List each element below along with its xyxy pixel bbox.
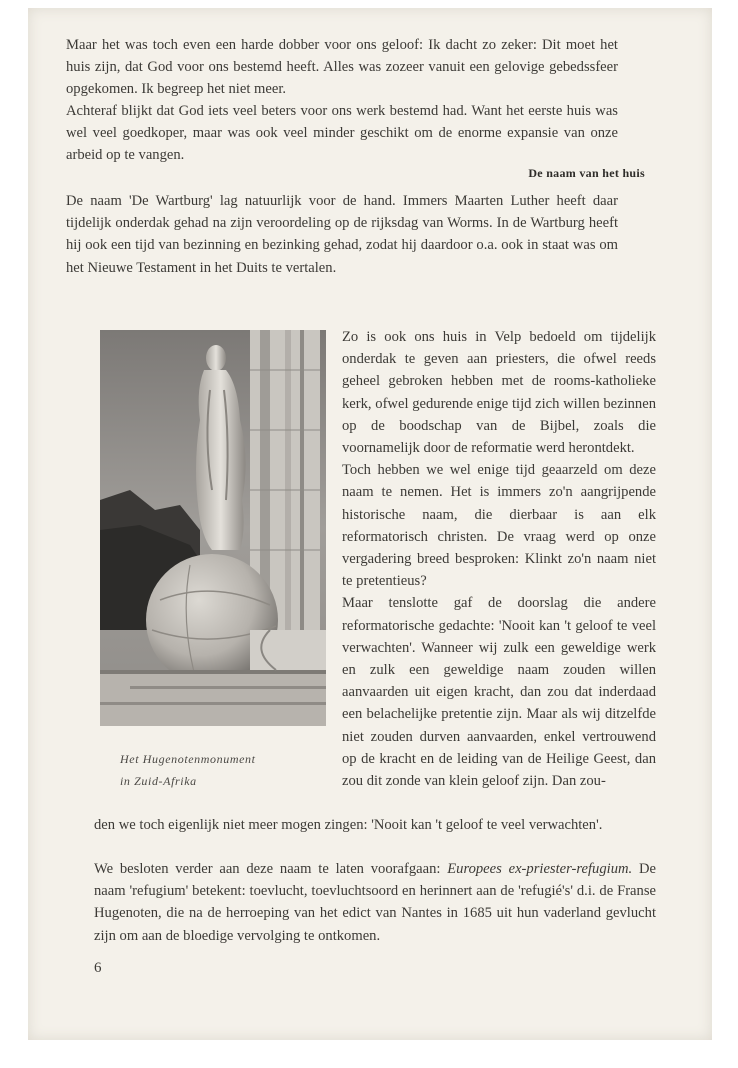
continuation-paragraph: den we toch eigenlijk niet meer mogen zingen: 'Nooit kan 't geloof te veel verwachten'.	[94, 817, 603, 833]
last-paragraph-body: De naam 'refugium' betekent: toevlucht, toevluchtsoord en herinnert aan de 'refugié's' d.i. de Franse Hugenoten, die na de herroeping van het edict van Nantes in 1685 uit hun vaderland gevlucht zijn om aan de bloedige vervolging te ontkomen.	[94, 861, 656, 944]
monument-illustration	[100, 330, 326, 726]
paragraph-2: Achteraf blijkt dat God iets veel beters voor ons werk bestemd had. Want het eerste huis was wel veel goedkoper, maar was ook veel minder geschikt om de enorme expansie van onze arbeid op te vangen.	[66, 103, 618, 164]
column-paragraph-1: Zo is ook ons huis in Velp bedoeld om tijdelijk onderdak te geven aan priesters, die ofwel reeds geheel gebroken hebben met de rooms-katholieke kerk, ofwel gedurende enige tijd zich willen bezinnen op de boodschap van de Bijbel, zoals die voornamelijk door de reformatie werd herontdekt.	[342, 329, 656, 457]
caption-line-2: in Zuid-Afrika	[120, 774, 197, 788]
column-paragraph-2: Toch hebben we wel enige tijd geaarzeld om deze naam te nemen. Het is immers zo'n aangrijpende historische naam, die dierbaar is aan elk reformatorisch christen. De vraag werd op onze vergadering breed besproken: Klinkt zo'n naam niet te pretentieus?	[342, 462, 656, 590]
photo-caption	[120, 748, 320, 792]
caption-line-1: Het Hugenotenmonument	[120, 752, 256, 766]
column-paragraph-3: Maar tenslotte gaf de doorslag die andere reformatorische gedachte: 'Nooit kan 't geloof te veel verwachten'. Wanneer wij zulk een geweldige werk en zulk een geweldige naam zouden willen aanvaarden uit eigen kracht, dan zou dat inderdaad een belachelijke pretentie zijn. Maar als wij ditzelfde niet zouden durven aanvaarden, enkel vertrouwend op de kracht en de leiding van de Heilige Geest, dan zou dit zonde van klein geloof zijn. Dan zou-	[342, 595, 656, 790]
last-paragraph-intro: We besloten verder aan deze naam te laten voorafgaan:	[94, 861, 448, 877]
monument-photo	[100, 330, 326, 726]
intro-paragraph: De naam 'De Wartburg' lag natuurlijk voor de hand. Immers Maarten Luther heeft daar tijdelijk onderdak gehad na zijn veroordeling op de rijksdag van Worms. In de Wartburg heeft hij ook een tijd van bezinning en bezinking gehad, zodat hij daardoor o.a. ook in staat was om het Nieuwe Testament in het Duits te vertalen.	[66, 193, 618, 276]
right-column	[342, 326, 656, 792]
paragraph-1: Maar het was toch even een harde dobber voor ons geloof: Ik dacht zo zeker: Dit moet het huis zijn, dat God voor ons bestemd heeft. Alles was zozeer vanuit een gelovige gebedssfeer opgekomen. Ik begreep het niet meer.	[66, 37, 618, 98]
last-paragraph	[94, 858, 656, 947]
section-heading: De naam van het huis	[528, 166, 645, 180]
page-number: 6	[94, 960, 102, 976]
refugium-name: Europees ex-priester-refugium.	[447, 861, 633, 877]
